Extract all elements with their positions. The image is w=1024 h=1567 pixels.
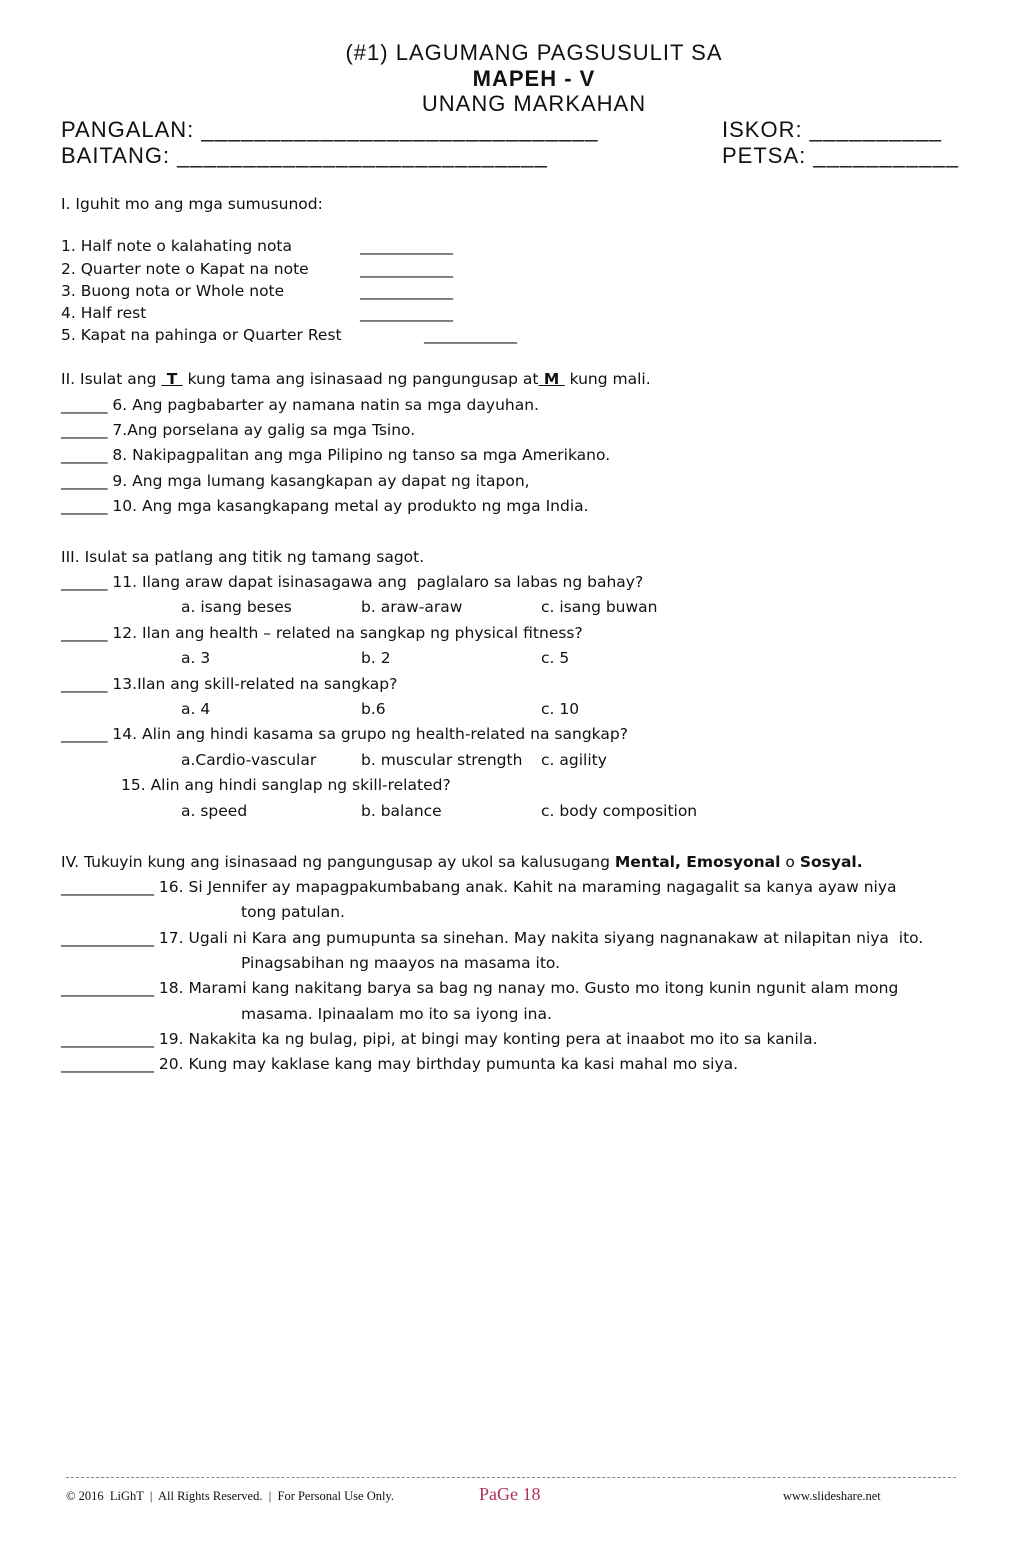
choice-b: b. 2 [361,649,391,667]
part3-question: ______ 12. Ilan ang health – related na sangkap ng physical fitness? [61,624,583,642]
mental-emotional-label: Mental, Emosyonal [614,853,781,871]
part2-item: ______ 6. Ang pagbabarter ay namana natin sa mga dayuhan. [61,396,539,414]
part1-item: 4. Half rest [61,304,147,322]
part1-item: 5. Kapat na pahinga or Quarter Rest [61,326,342,344]
part4-item: ____________ 18. Marami kang nakitang barya sa bag ng nanay mo. Gusto mo itong kunin ngunit alam mong [61,979,899,997]
name-field: PANGALAN: ______________________________ [61,117,599,142]
part2-instruction [61,370,651,388]
footer-divider [66,1477,956,1478]
part4-item-cont: tong patulan. [241,903,345,921]
part4-item: ____________ 16. Si Jennifer ay mapagpakumbabang anak. Kahit na maraming nagagalit sa kanya ayaw niya [61,878,897,896]
choice-a: a. 3 [181,649,211,667]
part3-question: ______ 11. Ilang araw dapat isinasagawa ang paglalaro sa labas ng bahay? [61,573,644,591]
part2-item: ______ 10. Ang mga kasangkapang metal ay produkto ng mga India. [61,497,589,515]
part1-item: 1. Half note o kalahating nota [61,237,293,255]
choice-b: b. araw-araw [361,598,463,616]
true-mark: T [161,370,183,388]
choice-c: c. 5 [541,649,570,667]
score-field: ISKOR: __________ [722,117,943,142]
part1-blank: ____________ [360,282,453,300]
part2-instruction-c: kung mali. [564,370,651,388]
part3-instruction: III. Isulat sa patlang ang titik ng tamang sagot. [61,548,425,566]
footer-copyright: © 2016 LiGhT | All Rights Reserved. | For Personal Use Only. [66,1489,395,1503]
false-mark: M [538,370,565,388]
choice-c: c. 10 [541,700,580,718]
part2-item: ______ 8. Nakipagpalitan ang mga Pilipino ng tanso sa mga Amerikano. [61,446,611,464]
page-number: PaGe 18 [479,1484,541,1504]
part4-instruction [61,853,863,871]
part1-blank: ____________ [360,260,453,278]
title-line-1: (#1) LAGUMANG PAGSUSULIT SA [345,40,723,65]
choice-c: c. isang buwan [541,598,658,616]
part2-item: ______ 7.Ang porselana ay galig sa mga Tsino. [61,421,416,439]
part2-instruction-b: kung tama ang isinasaad ng pangungusap at [182,370,539,388]
part1-instruction: I. Iguhit mo ang mga sumusunod: [61,195,323,213]
footer-site: www.slideshare.net [783,1489,881,1503]
part4-item: ____________ 19. Nakakita ka ng bulag, pipi, at bingi may konting pera at inaabot mo ito sa kanila. [61,1030,818,1048]
choice-c: c. agility [541,751,607,769]
part3-question: ______ 13.Ilan ang skill-related na sangkap? [61,675,398,693]
part4-item-cont: masama. Ipinaalam mo ito sa iyong ina. [241,1005,552,1023]
part1-blank: ____________ [360,304,453,322]
part1-item: 2. Quarter note o Kapat na note [61,260,309,278]
part3-question: 15. Alin ang hindi sanglap ng skill-related? [121,776,451,794]
part1-item: 3. Buong nota or Whole note [61,282,285,300]
part3-question: ______ 14. Alin ang hindi kasama sa grupo ng health-related na sangkap? [61,725,628,743]
choice-a: a. speed [181,802,248,820]
date-field: PETSA: ___________ [722,143,959,168]
part2-item: ______ 9. Ang mga lumang kasangkapan ay dapat ng itapon, [61,472,530,490]
title-quarter: UNANG MARKAHAN [421,91,647,116]
part2-instruction-a: II. Isulat ang [61,370,162,388]
part4-item: ____________ 20. Kung may kaklase kang may birthday pumunta ka kasi mahal mo siya. [61,1055,739,1073]
choice-a: a.Cardio-vascular [181,751,317,769]
choice-a: a. isang beses [181,598,292,616]
title-subject: MAPEH - V [472,66,596,91]
part1-blank: ____________ [424,326,517,344]
choice-b: b. muscular strength [361,751,523,769]
grade-field: BAITANG: ____________________________ [61,143,548,168]
choice-c: c. body composition [541,802,698,820]
part4-instruction-a: IV. Tukuyin kung ang isinasaad ng pangungusap ay ukol sa kalusugang [61,853,615,871]
part4-item-cont: Pinagsabihan ng maayos na masama ito. [241,954,561,972]
social-label: Sosyal. [799,853,863,871]
choice-b: b. balance [361,802,442,820]
choice-b: b.6 [361,700,386,718]
part4-item: ____________ 17. Ugali ni Kara ang pumupunta sa sinehan. May nakita siyang nagnanakaw at nilapitan niya ito. [61,929,924,947]
choice-a: a. 4 [181,700,211,718]
part4-or: o [780,853,800,871]
part1-blank: ____________ [360,237,453,255]
